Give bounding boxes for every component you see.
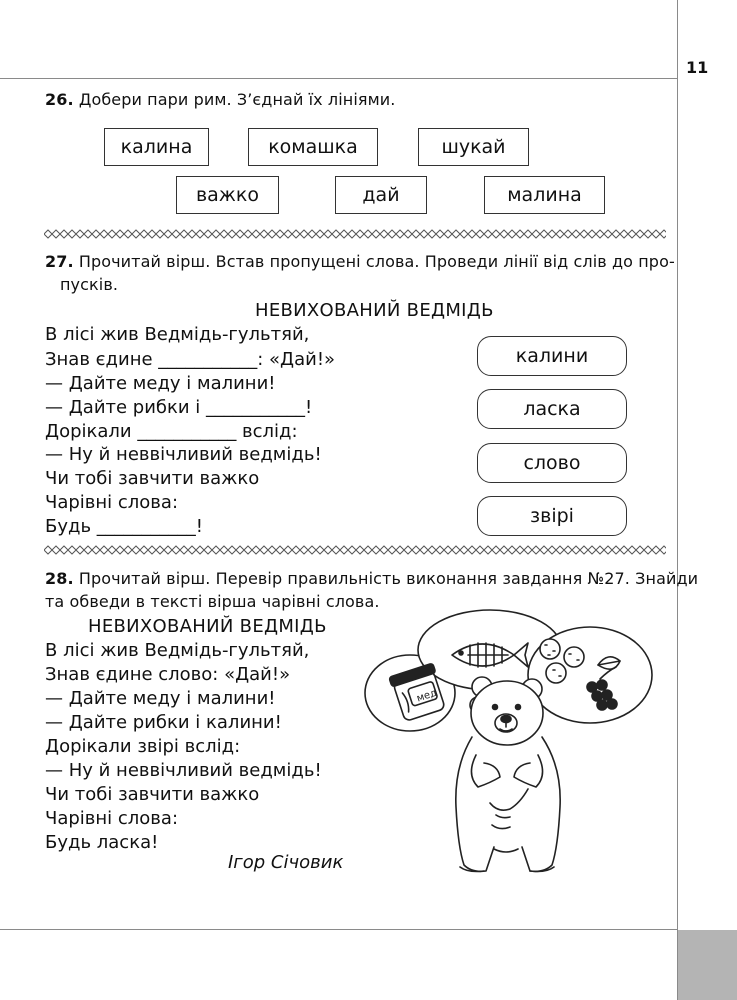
- task-27-text-line2: пусків.: [60, 275, 119, 294]
- poem-line: Чи тобі завчити важко: [45, 468, 260, 489]
- poem-line: Чи тобі завчити важко: [45, 784, 260, 805]
- poem-line: — Дайте меду і малини!: [45, 688, 276, 709]
- task-28-number: 28.: [45, 569, 74, 588]
- poem-line: Дорікали звірі вслід:: [45, 736, 241, 757]
- poem-line: — Дайте рибки і ___________!: [45, 397, 313, 418]
- poem-line: Знав єдине слово: «Дай!»: [45, 664, 291, 685]
- rhyme-word-box[interactable]: дай: [335, 176, 427, 214]
- page-number: 11: [686, 58, 709, 77]
- word-option-box[interactable]: слово: [477, 443, 627, 483]
- poem-line: Знав єдине ___________: «Дай!»: [45, 349, 336, 370]
- right-margin-line: [677, 0, 678, 1000]
- rhyme-word-box[interactable]: калина: [104, 128, 209, 166]
- rhyme-word-box[interactable]: важко: [176, 176, 279, 214]
- task-28-text-line2: та обведи в тексті вірша чарівні слова.: [45, 592, 380, 611]
- poem-line: — Ну й неввічливий ведмідь!: [45, 444, 322, 465]
- poem-line: — Дайте рибки і калини!: [45, 712, 282, 733]
- task-26-text: Добери пари рим. З’єднай їх лініями.: [78, 90, 396, 109]
- section-divider: [44, 545, 666, 555]
- page-tab: [678, 930, 737, 1000]
- task-28-text-line1: Прочитай вірш. Перевір правильність виконання завдання №27. Знайди: [78, 569, 699, 588]
- poem-line: Дорікали ___________ вслід:: [45, 421, 298, 442]
- section-divider: [44, 229, 666, 239]
- poem-line: — Ну й неввічливий ведмідь!: [45, 760, 322, 781]
- poem-line: В лісі жив Ведмідь-гультяй,: [45, 640, 310, 661]
- rhyme-word-box[interactable]: комашка: [248, 128, 378, 166]
- header-rule: [0, 78, 677, 79]
- poem-title: НЕВИХОВАНИЙ ВЕДМІДЬ: [255, 300, 494, 321]
- rhyme-word-box[interactable]: малина: [484, 176, 605, 214]
- poem-title: НЕВИХОВАНИЙ ВЕДМІДЬ: [88, 616, 327, 637]
- poem-line: Будь ___________!: [45, 516, 203, 537]
- word-option-box[interactable]: ласка: [477, 389, 627, 429]
- poem-line: Чарівні слова:: [45, 492, 179, 513]
- poem-line: Будь ласка!: [45, 832, 159, 853]
- poem-line: В лісі жив Ведмідь-гультяй,: [45, 324, 310, 345]
- bear-illustration: [360, 605, 660, 880]
- rhyme-word-box[interactable]: шукай: [418, 128, 529, 166]
- footer-rule: [0, 929, 677, 930]
- word-option-box[interactable]: звірі: [477, 496, 627, 536]
- poem-line: Чарівні слова:: [45, 808, 179, 829]
- task-27-text-line1: Прочитай вірш. Встав пропущені слова. Проведи лінії від слів до про-: [78, 252, 675, 271]
- poem-line: — Дайте меду і малини!: [45, 373, 276, 394]
- poem-author: Ігор Січовик: [228, 852, 344, 873]
- task-26-instruction: [45, 88, 395, 112]
- word-option-box[interactable]: калини: [477, 336, 627, 376]
- jar-label: мед: [415, 687, 439, 705]
- task-28-instruction: [45, 567, 698, 591]
- task-27-number: 27.: [45, 252, 74, 271]
- task-27-instruction: [45, 250, 675, 274]
- task-26-number: 26.: [45, 90, 74, 109]
